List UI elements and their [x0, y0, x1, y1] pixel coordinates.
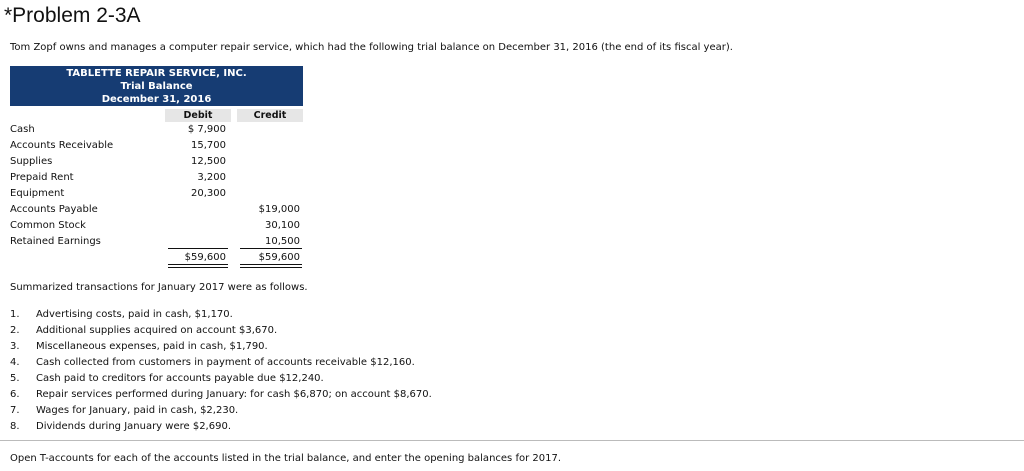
account-name: Prepaid Rent	[10, 172, 74, 183]
statement-date: December 31, 2016	[101, 94, 212, 105]
debit-column-header: Debit	[165, 109, 231, 122]
credit-amount: $19,000	[258, 204, 300, 215]
transaction-text: Miscellaneous expenses, paid in cash, $1,790.	[36, 341, 268, 352]
statement-heading: Trial Balance	[120, 81, 193, 92]
credit-amount: 30,100	[265, 220, 300, 231]
transaction-text: Dividends during January were $2,690.	[36, 421, 231, 432]
account-name: Equipment	[10, 188, 65, 199]
debit-amount: 15,700	[191, 140, 226, 151]
account-name: Supplies	[10, 156, 53, 167]
transaction-text: Cash collected from customers in payment of accounts receivable $12,160.	[36, 357, 415, 368]
account-name: Common Stock	[10, 220, 86, 231]
account-name: Cash	[10, 124, 35, 135]
transaction-number: 3.	[10, 341, 20, 352]
transaction-text: Wages for January, paid in cash, $2,230.	[36, 405, 239, 416]
transaction-number: 7.	[10, 405, 20, 416]
company-name: TABLETTE REPAIR SERVICE, INC.	[66, 68, 247, 79]
account-name: Retained Earnings	[10, 236, 101, 247]
debit-amount: 3,200	[197, 172, 226, 183]
transaction-number: 1.	[10, 309, 20, 320]
problem-title: *Problem 2-3A	[4, 4, 141, 27]
debit-subtotal-rule	[168, 248, 228, 249]
transaction-number: 5.	[10, 373, 20, 384]
summary-heading: Summarized transactions for January 2017 were as follows.	[10, 282, 308, 293]
debit-amount: $ 7,900	[187, 124, 226, 135]
credit-total: $59,600	[258, 252, 300, 263]
credit-total-double-rule	[240, 264, 302, 268]
section-divider	[0, 440, 1024, 441]
credit-amount: 10,500	[265, 236, 300, 247]
transaction-number: 8.	[10, 421, 20, 432]
transaction-text: Additional supplies acquired on account $3,670.	[36, 325, 278, 336]
debit-amount: 20,300	[191, 188, 226, 199]
debit-amount: 12,500	[191, 156, 226, 167]
transaction-number: 6.	[10, 389, 20, 400]
credit-subtotal-rule	[240, 248, 302, 249]
trial-balance-header	[10, 66, 303, 106]
transaction-text: Cash paid to creditors for accounts payable due $12,240.	[36, 373, 324, 384]
debit-total: $59,600	[184, 252, 226, 263]
transaction-text: Advertising costs, paid in cash, $1,170.	[36, 309, 233, 320]
account-name: Accounts Payable	[10, 204, 98, 215]
credit-column-header: Credit	[237, 109, 303, 122]
problem-intro: Tom Zopf owns and manages a computer repair service, which had the following trial balance on December 31, 2016 (the end of its fiscal year).	[10, 42, 733, 53]
transaction-text: Repair services performed during January: for cash $6,870; on account $8,670.	[36, 389, 432, 400]
transaction-number: 4.	[10, 357, 20, 368]
instruction-text: Open T-accounts for each of the accounts listed in the trial balance, and enter the opening balances for 2017.	[10, 453, 561, 464]
debit-total-double-rule	[168, 264, 228, 268]
account-name: Accounts Receivable	[10, 140, 114, 151]
transaction-number: 2.	[10, 325, 20, 336]
